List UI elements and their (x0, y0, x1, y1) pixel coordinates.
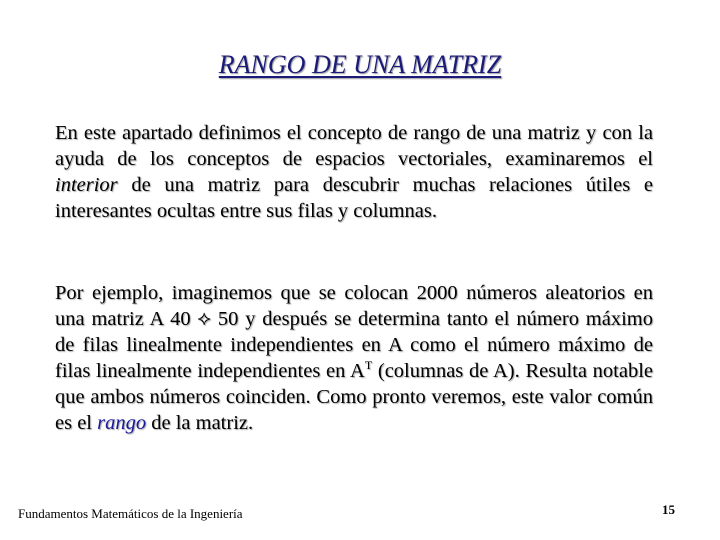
matrix-a-symbol-2: A (492, 360, 508, 382)
example-text-2: y después se determina tanto el número máximo de filas linealmente independientes en (55, 308, 653, 356)
example-text-5: ). Resulta notable que ambos números coinciden. Como pronto veremos, este valor común es el (55, 360, 653, 434)
intro-paragraph (55, 120, 653, 224)
example-text-6: de la matriz. (146, 412, 254, 434)
example-text-4: (columnas de (372, 360, 493, 382)
footer-course-name: Fundamentos Matemáticos de la Ingeniería (18, 506, 243, 521)
matrix-dimensions: A 40 ⟡ 50 (149, 308, 239, 330)
matrix-a-symbol: A (388, 334, 402, 356)
intro-text-2: de una matriz para descubrir muchas relaciones útiles e interesantes ocultas entre sus filas y columnas. (55, 174, 653, 222)
transpose-superscript: T (364, 358, 373, 373)
example-paragraph (55, 280, 653, 436)
slide-title: RANGO DE UNA MATRIZ (218, 50, 502, 79)
transpose-base: A (350, 360, 365, 382)
page-number: 15 (662, 502, 675, 517)
example-text-3: como el número máximo de filas linealmente independientes en (55, 334, 653, 382)
example-text-1: Por ejemplo, imaginemos que se colocan 2000 números aleatorios en una matriz (55, 282, 653, 330)
transpose-symbol (350, 360, 372, 382)
interior-emphasis: interior (55, 174, 118, 196)
intro-text-1: En este apartado definimos el concepto de rango de una matriz y con la ayuda de los conceptos de espacios vectoriales, examinaremos el (55, 122, 653, 170)
rango-highlight: rango (97, 412, 147, 434)
